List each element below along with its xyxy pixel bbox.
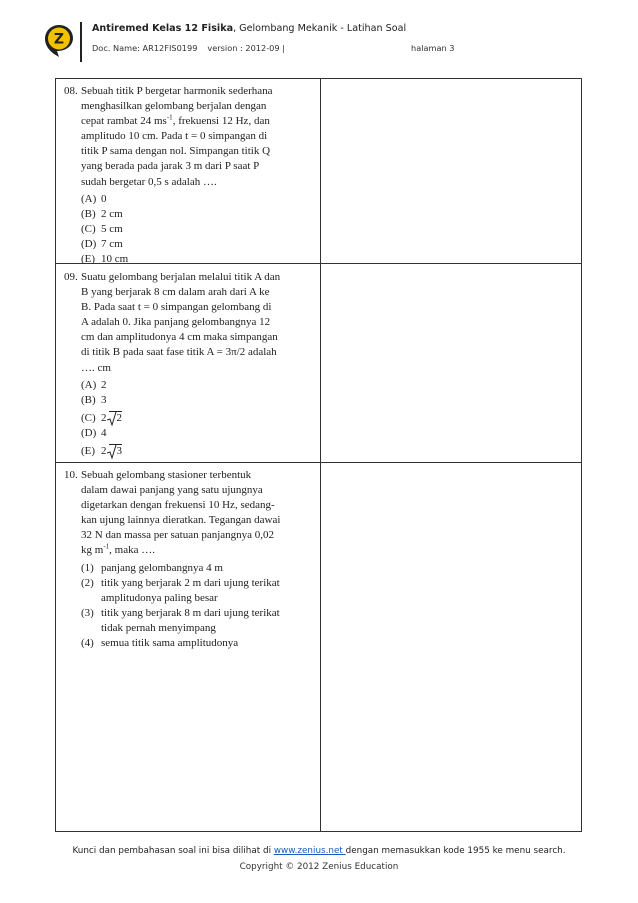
option-a: (A) 2 — [81, 378, 107, 391]
stem-line: dalam dawai panjang yang satu ujungnya — [81, 484, 263, 497]
zenius-link[interactable]: www.zenius.net — [273, 846, 346, 856]
doc-name: Doc. Name: AR12FIS0199 — [92, 43, 198, 53]
stem-line: Sebuah titik P bergetar harmonik sederhana — [81, 85, 273, 97]
footer-note — [0, 846, 638, 856]
stem-line: B. Pada saat t = 0 simpangan gelombang di — [81, 301, 272, 314]
stem-line: kan ujung lainnya dieratkan. Tegangan dawai — [81, 514, 281, 527]
question-09 — [64, 270, 312, 459]
stem-line: cepat rambat 24 $ms^{-1}$, frekuensi 12 Hz, dan — [81, 113, 270, 128]
question-number: 08. — [64, 85, 78, 97]
stem-line: Suatu gelombang berjalan melalui titik A dan — [81, 271, 281, 283]
option-b: (B) 3 — [81, 393, 107, 406]
stem-line: …. cm — [81, 361, 111, 374]
question-08 — [64, 84, 312, 267]
square-root-icon: 2 — [107, 411, 123, 426]
statement-4: (4) semua titik sama amplitudonya — [81, 637, 239, 650]
stem-line: Sebuah gelombang stasioner terbentuk — [81, 469, 252, 481]
option-c: (C) 2 2 — [81, 411, 312, 426]
copyright: Copyright © 2012 Zenius Education — [239, 862, 399, 872]
option-b: (B) 2 cm — [81, 207, 123, 220]
stem-line: A adalah 0. Jika panjang gelombangnya 12 — [81, 316, 271, 329]
option-d: (D) 4 — [81, 426, 107, 439]
page-number: halaman 3 — [411, 43, 455, 53]
stem-line: 32 N dan massa per satuan panjangnya 0,02 — [81, 529, 275, 542]
answer-options — [81, 378, 312, 459]
title-bold: Antiremed Kelas 12 Fisika — [92, 23, 234, 34]
doc-version: version : 2012-09 | — [207, 43, 285, 53]
doc-meta — [92, 43, 285, 53]
stem-line: digetarkan dengan frekuensi 10 Hz, sedang- — [81, 499, 275, 512]
stem-line: kg $m^{-1}$, maka …. — [81, 542, 155, 557]
footer-text: Kunci dan pembahasan soal ini bisa dilihat di — [72, 846, 274, 856]
question-stem — [81, 84, 312, 190]
stem-line: menghasilkan gelombang berjalan dengan — [81, 100, 267, 113]
stem-line: B yang berjarak 8 cm dalam arah dari A ke — [81, 286, 270, 299]
document-header — [44, 22, 604, 62]
question-10 — [64, 468, 312, 651]
row-divider — [56, 462, 581, 463]
statement-options — [81, 561, 312, 652]
option-e: (E) 10 cm — [81, 253, 129, 266]
question-stem — [81, 468, 312, 559]
option-e: (E) 2 3 — [81, 444, 312, 459]
question-table — [55, 78, 582, 832]
option-d: (D) 7 cm — [81, 237, 123, 250]
statement-2: (2) titik yang berjarak 2 m dari ujung terikat amplitudonya paling besar — [81, 576, 280, 604]
title-rest: , Gelombang Mekanik - Latihan Soal — [233, 23, 407, 34]
logo-letter: Z — [53, 31, 65, 48]
stem-line: titik P sama dengan nol. Simpangan titik Q — [81, 145, 271, 158]
header-divider — [80, 22, 82, 62]
zenius-logo-icon — [44, 24, 74, 58]
stem-line: amplitudo 10 cm. Pada t = 0 simpangan di — [81, 130, 268, 143]
question-stem — [81, 270, 312, 376]
statement-1: (1) panjang gelombangnya 4 m — [81, 561, 223, 574]
option-c: (C) 5 cm — [81, 222, 123, 235]
column-divider — [320, 79, 321, 831]
document-title — [92, 23, 406, 34]
answer-options — [81, 192, 312, 267]
question-number: 09. — [64, 271, 78, 283]
stem-line: cm dan amplitudonya 4 cm maka simpangan — [81, 331, 278, 344]
square-root-icon: 3 — [107, 444, 123, 459]
statement-3: (3) titik yang berjarak 8 m dari ujung terikat tidak pernah menyimpang — [81, 606, 280, 634]
stem-line: yang berada pada jarak 3 m dari P saat P — [81, 160, 260, 173]
stem-line: di titik B pada saat fase titik A = 3π/2 adalah — [81, 346, 277, 359]
question-number: 10. — [64, 469, 78, 481]
option-a: (A) 0 — [81, 192, 107, 205]
stem-line: sudah bergetar 0,5 s adalah …. — [81, 175, 217, 188]
footer-text: dengan memasukkan kode 1955 ke menu search. — [345, 846, 566, 856]
